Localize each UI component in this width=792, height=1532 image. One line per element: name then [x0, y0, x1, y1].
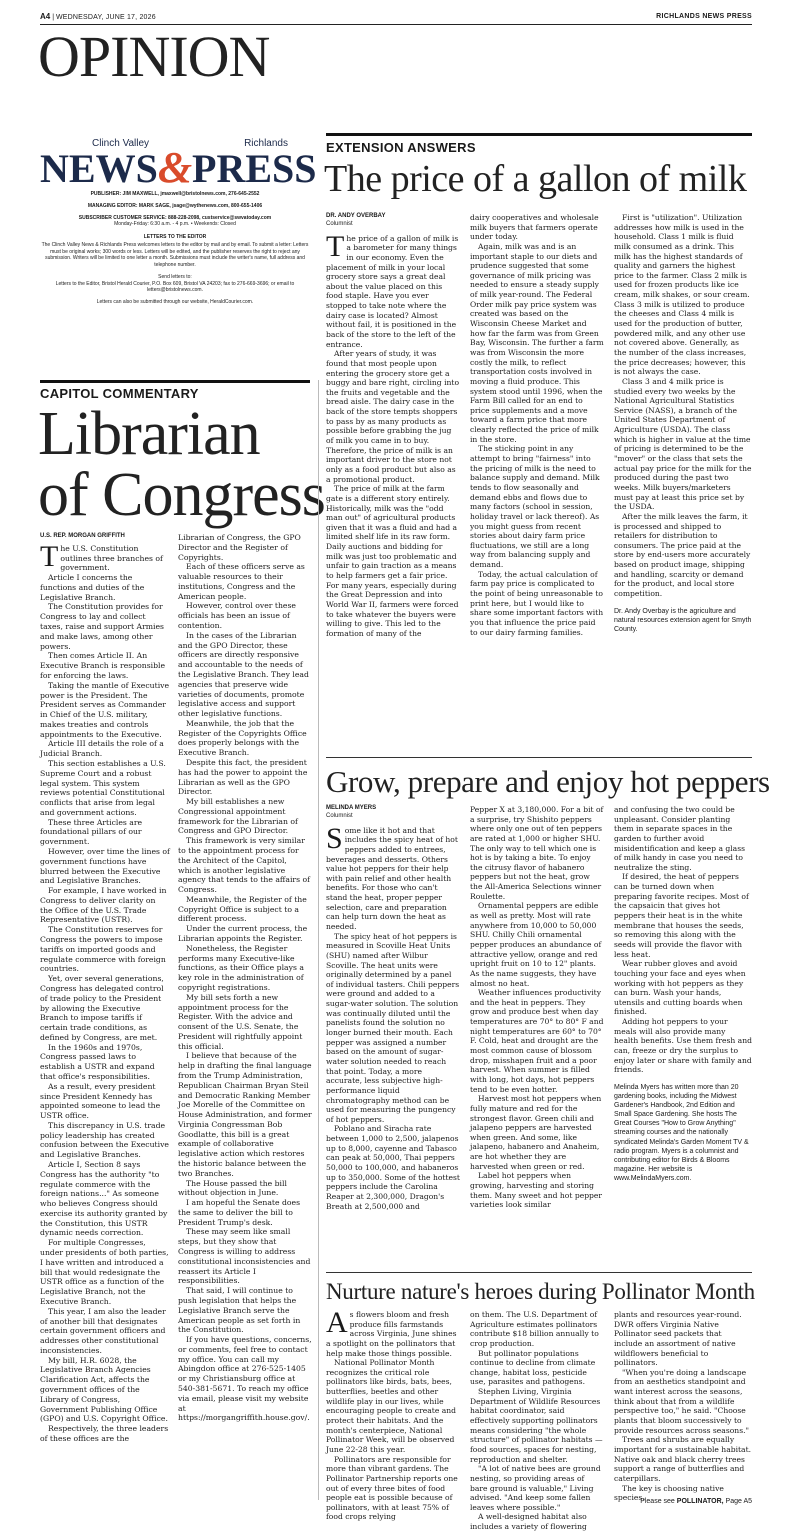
publisher-line: PUBLISHER: JIM MAXWELL, jmaxwell@bristolnews.com, 276-645-2552: [90, 191, 260, 197]
peppers-col-2: Pepper X at 3,180,000. For a bit of a surprise, try Shishito peppers where only one out of ten peppers are rated at 1,000 or higher SHU. The only way to tell which one is hot is by taking a bite. To enjoy the citrusy flavor of habanero peppers but not the heat, grow the All-America Selections winner Roulette. Ornamental peppers are edible as well as pretty. Most will rate anywhere from 10,000 to 50,000 SHU. Chilly Chili ornamental pepper produces an abundance of attractive yellow, orange and red upright fruit on 10 to 12" plants. As the name suggests, they have almost no heat. Weather influences productivity and the heat in peppers. They grow and produce best when day temperatures are 70° to 80° F and night temperatures are 60° to 70° F. Cold, heat and drought are the most common cause of blossom drop, misshapen fruit and a poor harvest. When summer is filled with long, hot days, hot peppers tend to be even hotter. Harvest most hot peppers when fully mature and red for the strongest flavor. Green chili and jalapeno peppers are harvested when green. And some, like jalapeno, habanero and Anaheim, are hot whether they are harvested when green or red. Label hot peppers when growing, harvesting and storing them. Many sweet and hot pepper varieties look similar: [470, 805, 604, 1210]
peppers-headline: Grow, prepare and enjoy hot peppers: [326, 764, 770, 799]
send-to-address: Letters to the Editor, Bristol Herald Courier, P.O. Box 609, Bristol VA 24203; fax to 276-669-3696; or email to letters@bristolnews.com.: [55, 280, 295, 294]
page-header-bar: A4 | WEDNESDAY, JUNE 17, 2026 RICHLANDS NEWS PRESS: [40, 12, 752, 21]
send-to-label: Send letters to:: [158, 273, 192, 280]
extension-kicker: EXTENSION ANSWERS: [326, 140, 476, 155]
logo-ampersand: &: [157, 143, 193, 192]
peppers-byline: MELINDA MYERS Columnist: [326, 805, 377, 819]
peppers-col-3: and confusing the two could be unpleasant. Consider planting them in separate spaces in the garden to further avoid misidentification and keep a glass of milk handy in case you need to neutralize the sting. If desired, the heat of peppers can be turned down when preparing favorite recipes. Most of the capsaicin that gives hot peppers their heat is in the white membrane that houses the seeds, so removing this along with the seeds will provide the flavor with less heat. Wear rubber gloves and avoid touching your face and eyes when working with hot peppers as they can burn. Wash your hands, utensils and cutting boards when finished. Adding hot peppers to your meals will also provide many health benefits. Use them fresh and can, freeze or dry the surplus to enjoy later or share with family and friends. Melinda Myers has written more than 20 gardening books, including the Midwest Gardener's Handbook, 2nd Edition and Small Space Gardening. She hosts The Great Courses "How to Grow Anything" streaming courses and the nationally syndicated Melinda's Garden Moment TV & radio program. Myers is a columnist and contributing editor for Birds & Blooms magazine. Her website is www.MelindaMyers.com.: [614, 805, 752, 1182]
letters-body: The Clinch Valley News & Richlands Press welcomes letters to the editor by mail and by email. To submit a letter: Letters must be original works; 300 words or less. Letters will be edited, and the publisher reserves the right to reject any submission. Writers will be limited to one letter a month. Submissions must include the writer's name, full address and telephone number.: [41, 241, 309, 268]
continued-on-link[interactable]: Please see POLLINATOR, Page A5: [640, 1498, 752, 1505]
pollinator-dropcap: A: [326, 1306, 348, 1339]
website-note: Letters can also be submitted through our website, HeraldCourier.com.: [96, 299, 254, 305]
capitol-col-2: Librarian of Congress, the GPO Director and the Register of Copyrights. Each of these officers serve as valuable resources to their institutions, Congress and the American people. However, control over these officials has been an issue of contention. In the cases of the Librarian and the GPO Director, these officers are directly responsive and accountable to the needs of the Legislative Branch. They lead agencies that preserve wide varieties of documents, promote legislative access and support other legislative functions. Meanwhile, the job that the Register of the Copyrights Office does properly belongs with the Executive Branch. Despite this fact, the president has had the power to appoint the Librarian as well as the GPO Director. My bill establishes a new Congressional appointment framework for the Librarian of Congress and GPO Director. This framework is very similar to the appointment process for the Architect of the Capitol, which is another legislative agency that tends to the affairs of Congress. Meanwhile, the Register of the Copyright Office is subject to a different process. Under the current process, the Librarian appoints the Register. Nonetheless, the Register performs many Executive-like functions, as their Office plays a key role in the administration of copyright registrations. My bill sets forth a new appointment process for the Register. With the advice and consent of the U.S. Senate, the President will rightfully appoint this official. I believe that because of the help in drafting the final language from the Trump Administration, Republican Chairman Bryan Steil and Democratic Ranking Member Joe Morelle of the Committee on House Administration, and former Virginia Congressman Bob Goodlatte, this bill is a great example of collaborative legislative action which restores the historic balance between the two Branches. The House passed the bill without objection in June. I am hopeful the Senate does the same to deliver the bill to President Trump's desk. These may seem like small steps, but they show that Congress is willing to address constitutional inconsistencies and reassert its Article I responsibilities. That said, I will continue to push legislation that helps the Legislative Branch serve the American people as set forth in the Constitution. If you have questions, concerns, or comments, feel free to contact my office. You can call my Abingdon office at 276-525-1405 or my Christiansburg office at 540-381-5671. To reach my office via email, please visit my website at https://morgangriffith.house.gov/.: [178, 533, 312, 1423]
page-number: A4: [40, 12, 51, 21]
capitol-byline: U.S. REP. MORGAN GRIFFITH: [40, 533, 125, 539]
subscriber-line: SUBSCRIBER CUSTOMER SERVICE: 888-228-2098, custservice@swvatoday.com Monday-Friday: 6:30 a.m. - 4 p.m. • Weekends: Closed: [78, 214, 272, 228]
newspaper-logo: [40, 138, 317, 192]
capitol-col-1: U.S. REP. MORGAN GRIFFITH The U.S. Constitution outlines three branches of government. Article I concerns the functions and duties of the Legislative Branch. The Constitution provides for Congress to lay and collect taxes, raise and support Armies and make laws, among other powers. Then comes Article II. An Executive Branch is responsible for enforcing the laws. Taking the mantle of Executive power is the President. The President serves as Commander in Chief of the U.S. military, makes treaties and controls appointments to the Executive. Article III details the role of a Judicial Branch. This section establishes a U.S. Supreme Court and a robust legal system. This system reviews potential Constitutional conflicts that arise from legal and government actions. These three Articles are foundational pillars of our government. However, over time the lines of government functions have blurred between the Executive and Legislative Branches. For example, I have worked in Congress to deliver clarity on the Office of the U.S. Trade Representative (USTR). The Constitution reserves for Congress the powers to impose tariffs on imported goods and regulate commerce with foreign countries. Yet, over several generations, Congress has delegated control of trade policy to the President by allowing the Executive Branch to impose tariffs if certain trade conditions, as defined by Congress, are met. In the 1960s and 1970s, Congress passed laws to establish a USTR and expand that office's responsibilities. As a result, every president since President Kennedy has appointed someone to lead the USTR office. This discrepancy in U.S. trade policy leadership has created confusion between the Executive and Legislative Branches. Article I, Section 8 says Congress has the authority "to regulate commerce with the foreign nations..." As someone who believes Congress should exercise its authority granted by the Constitution, this USTR dynamic needs correction. For multiple Congresses, under presidents of both parties, I have written and introduced a bill that would redesignate the USTR office as a function of the Legislative Branch, not the Executive Branch. This year, I am also the leader of another bill that designates certain government officers and addresses other constitutional inconsistencies. My bill, H.R. 6028, the Legislative Branch Agencies Clarification Act, affects the government offices of the Library of Congress, Government Publishing Office (GPO) and U.S. Copyright Office. Respectively, the three leaders of these offices are the: [40, 533, 170, 1443]
pollinator-col-1: As flowers bloom and fresh produce fills farmstands across Virginia, June shines a spotlight on the pollinators that help make those things possible. National Pollinator Month recognizes the critical role pollinators like birds, bats, bees, butterflies, beetles and other wildlife play in our lives, while encouraging people to create and protect their habitats. And the month's centerpiece, National Pollinator Week, will be observed June 22-28 this year. Pollinators are responsible for more than vibrant gardens. The Pollinator Partnership reports one out of every three bites of food people eat is possible because of pollinators, with at least 75% of food crops relying: [326, 1306, 458, 1522]
peppers-bio: Melinda Myers has written more than 20 gardening books, including the Midwest Gardener's Handbook, 2nd Edition and Small Space Gardening. She hosts The Great Courses "How to Grow Anything" streaming courses and the nationally syndicated Melinda's Garden Moment TV & radio program. Myers is a columnist and contributing editor for Birds & Blooms magazine. Her website is www.MelindaMyers.com.: [614, 1083, 749, 1182]
editor-line: MANAGING EDITOR: MARK SAGE, jsage@wythenews.com, 800-655-1406: [87, 202, 263, 209]
pollinator-col-3: plants and resources year-round. DWR offers Virginia Native Pollinator seed packets that include an assortment of native wildflowers beneficial to pollinators. "When you're doing a landscape from an aesthetics standpoint and want interest across the seasons, think about that from a wildlife perspective too," he said. "Choose plants that bloom successively to provide resources across seasons." Trees and shrubs are equally important for a sustainable habitat. Native oak and black cherry trees support a range of butterflies and caterpillars. The key is choosing native species.: [614, 1310, 752, 1503]
publication-name: RICHLANDS NEWS PRESS: [656, 13, 752, 20]
pollinator-col-2: on them. The U.S. Department of Agriculture estimates pollinators contribute $18 billion annually to crop production. But pollinator populations continue to decline from climate change, habitat loss, pesticide use, parasites and pathogens. Stephen Living, Virginia Department of Wildlife Resources habitat coordinator, said effectively supporting pollinators means considering "the whole structure" of pollinator habitats — food sources, spaces for nesting, reproduction and shelter. "A lot of native bees are ground nesting, so providing areas of bare ground is valuable," Living advised. "And keep some fallen leaves where possible." A well-designed habitat also includes a variety of flowering: [470, 1310, 603, 1532]
extension-byline: DR. ANDY OVERBAY Columnist: [326, 213, 386, 227]
logo-news: NEWS: [40, 146, 158, 191]
logo-sub-left: Clinch Valley: [92, 138, 150, 149]
extension-dropcap: T: [326, 229, 345, 263]
capitol-kicker: CAPITOL COMMENTARY: [40, 386, 199, 401]
capitol-dropcap: T: [40, 539, 59, 573]
capitol-rule: [40, 380, 310, 383]
peppers-dropcap: S: [326, 821, 343, 855]
extension-col-1: DR. ANDY OVERBAY Columnist The price of a gallon of milk is a barometer for many things in our economy. Even the placement of milk in your local grocery store says a great deal about the value placed on this food staple. Have you ever stopped to take note where the dairy case is located? Almost without fail, it is positioned in the back of the store to the left of the entrance. After years of study, it was found that most people upon entering the grocery store get a buggy and bare right, circling into the fruits and vegetable and the bread aisle. The dairy case in the back of the store tempts shoppers to pass by as many products as possible before grabbing the jug of milk you came in to buy. Therefore, the price of milk is an important driver to the store not only as a food product but also as a promotional product. The price of milk at the farm gate is a different story entirely. Historically, milk was the "odd man out" of agricultural products given that it was a fluid and had a limited shelf life in its raw form. Daily auctions and bidding for milk was just too problematic and unfair to gain traction as a means to help farmers get a fair price. For many years, especially during the Great Depression and into World War II, farmers were forced to take whatever the buyers were willing to give. This led to the formation of many of the: [326, 213, 460, 638]
logo-sub-right: Richlands: [244, 138, 288, 149]
extension-col-3: First is "utilization". Utilization addresses how milk is used in the household. Class 1 milk is fluid milk consumed as a drink. This milk has the highest standards of quality and garners the highest price to the farmer. Class 2 milk is used for frozen products like ice cream, milk shakes, or sour cream. Class 3 milk is utilized to produce the cheeses and Class 4 milk is used for the production of butter, powdered milk, and any other use not covered above. Generally, as the number of the class increases, the price decreases; however, this is not always the case. Class 3 and 4 milk price is studied every two weeks by the National Agricultural Statistics Service (NASS), a branch of the United States Department of Agriculture (USDA). The class which is higher in value at the time of pricing is determined to be the "mover" or the class that sets the actual pay price for the milk for the produced during the past two weeks. Milk buyers/marketers must pay at least this price set by the USDA. After the milk leaves the farm, it is processed and shipped to retailers for distribution to consumers. The price paid at the store by end-users more accurately based on product image, shipping and handling, scarcity or demand for the product, and local store competition. Dr. Andy Overbay is the agriculture and natural resources extension agent for Smyth County.: [614, 213, 752, 633]
pollinator-headline: Nurture nature's heroes during Pollinator Month: [326, 1279, 755, 1304]
letters-title: LETTERS TO THE EDITOR: [143, 234, 207, 240]
logo-press: PRESS: [192, 146, 317, 191]
extension-headline: The price of a gallon of milk: [324, 158, 747, 200]
issue-date: WEDNESDAY, JUNE 17, 2026: [55, 14, 156, 21]
pollinator-rule: [326, 1272, 752, 1273]
capitol-headline: Librarian of Congress: [38, 400, 325, 529]
extension-rule: [326, 133, 752, 136]
section-title: OPINION: [38, 24, 270, 89]
extension-bio: Dr. Andy Overbay is the agriculture and natural resources extension agent for Smyth County.: [614, 607, 752, 633]
masthead: [40, 134, 317, 354]
extension-col-2: dairy cooperatives and wholesale milk buyers that farmers operate under today. Again, milk was and is an important staple to our diets and prudence suggested that some governance of milk pricing was needed to ensure a steady supply of milk year-round. The Federal Order milk pay price system was created was based on the Wisconsin Cheese Market and how far the farm was from Green Bay, Wisconsin. The further a farm was from Wisconsin the more costly the milk, to reflect transportation costs involved in moving a fluid produce. This system stood until 1996, when the Farm Bill called for an end to price supplements and a move toward a farm price that more clearly reflected the price of milk in the store. The sticking point in any attempt to bring "fairness" into the pricing of milk is the need to balance supply and demand. Milk tends to flow seasonally and demand ebbs and flows due to many factors (school in session, holiday travel or lack thereof). As you might guess from recent stories about dairy farm price fluctuations, we still are a long way from balancing supply and demand. Today, the actual calculation of farm pay price is complicated to the point of being unreasonable to print here, but I would like to share some important factors with you that influence the price paid to our dairy farming families.: [470, 213, 604, 637]
column-divider: [318, 380, 319, 1500]
peppers-col-1: MELINDA MYERS Columnist Some like it hot and that includes the spicy heat of hot peppers added to entrees, beverages and desserts. Others value hot peppers for their help with pain relief and other health benefits. For those who can't stand the heat, proper pepper selection, care and preparation can help turn down the heat as needed. The spicy heat of hot peppers is measured in Scoville Heat Units (SHU) named after Wilbur Scoville. The heat units were originally determined by a panel of individual tasters. Chili peppers were ground and added to a sugar-water solution. The solution was continually diluted until the panelists found the solution no longer burned their mouth. Each pepper was assigned a number based on the amount of sugar-water solution needed to reach that point. Today, a more accurate, less subjective high-performance liquid chromatography method can be used for measuring the pungency of hot peppers. Poblano and Siracha rate between 1,000 to 2,500, jalapenos up to 8,000, cayenne and Tabasco can peak at 50,000, Thai peppers 50,000 to 100,000, and habaneros up to 350,000. Some of the hottest peppers include the Carolina Reaper at 2,300,000, Dragon's Breath at 2,500,000 and: [326, 805, 460, 1211]
peppers-rule: [326, 757, 752, 758]
